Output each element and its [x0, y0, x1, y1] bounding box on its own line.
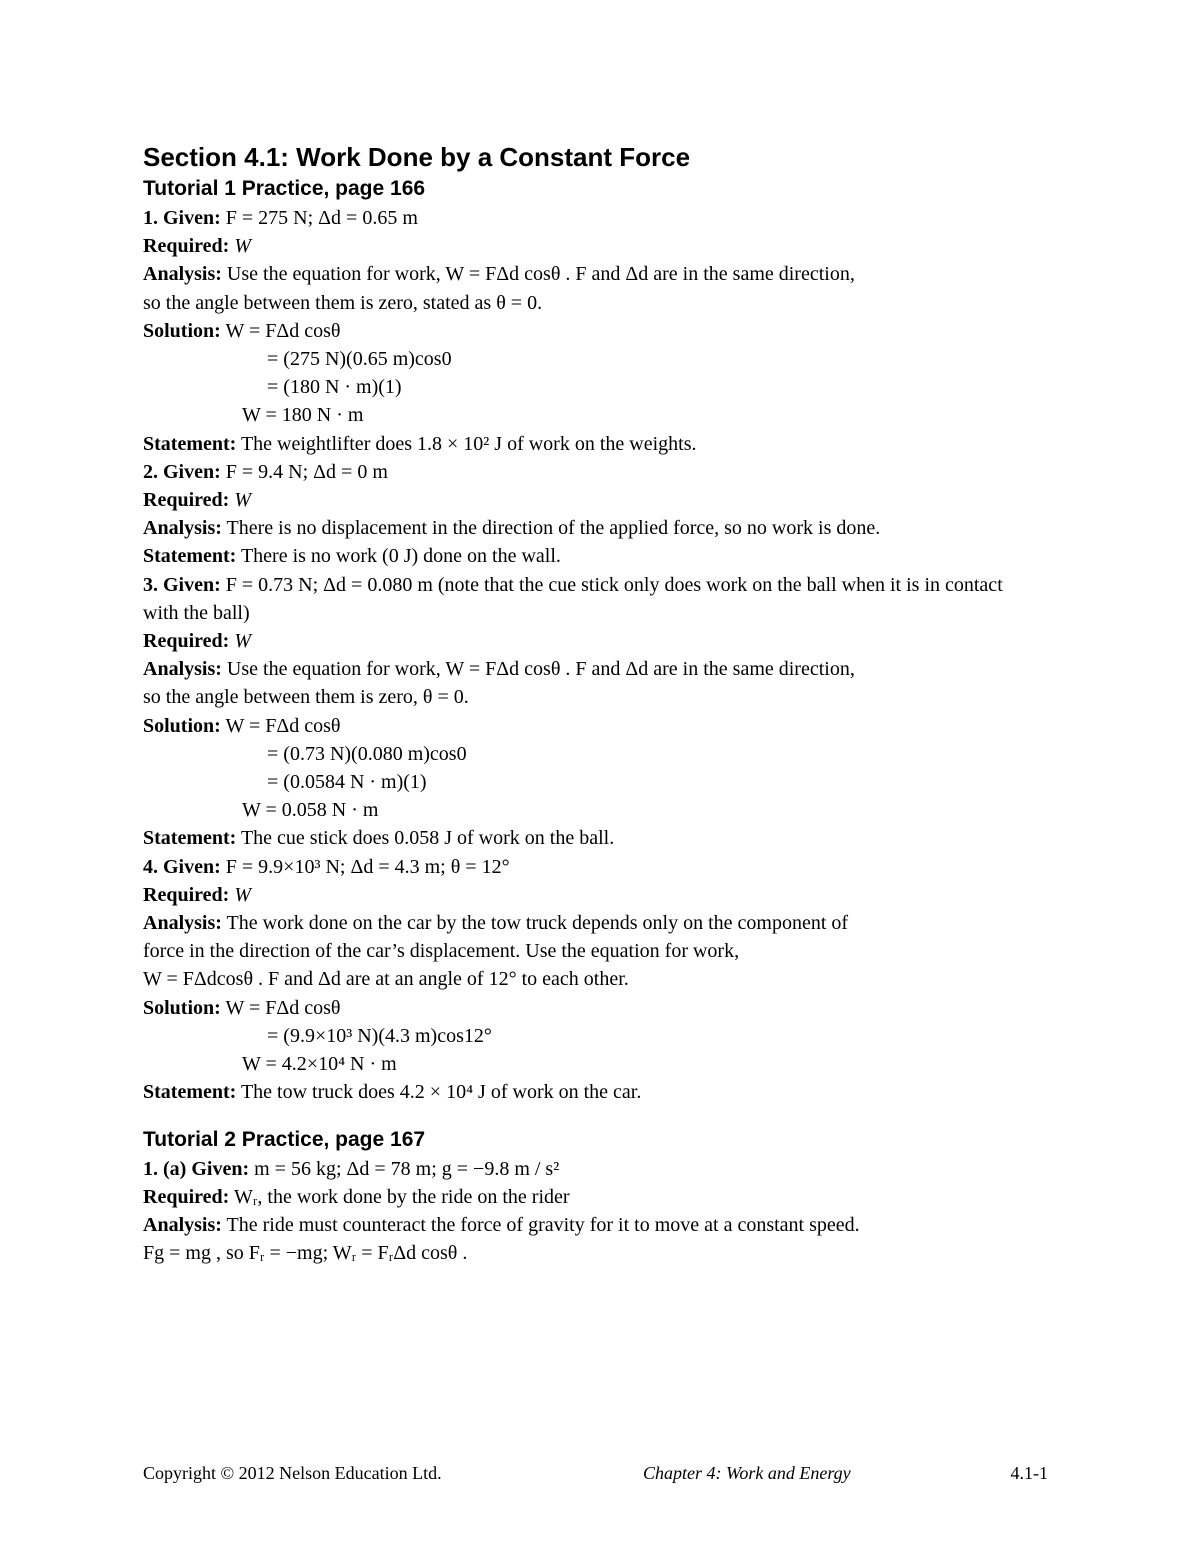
statement-text: The weightlifter does 1.8 × 10² J of work on the weights. [240, 432, 697, 455]
equation-result: W = 180 N · m [242, 404, 364, 427]
problem-1-required [143, 232, 1043, 260]
equation-result: W = 0.058 N · m [242, 799, 379, 822]
required-label: Required: [143, 489, 230, 512]
problem-3-analysis-cont: so the angle between them is zero, θ = 0. [143, 686, 469, 709]
problem-2-1a-analysis [143, 1211, 1043, 1239]
problem-2-statement [143, 542, 1043, 570]
problem-3-statement [143, 824, 1043, 852]
required-text: W [234, 235, 251, 258]
analysis-label: Analysis: [143, 912, 222, 935]
problem-4-analysis [143, 909, 1043, 937]
statement-text: The tow truck does 4.2 × 10⁴ J of work on the car. [240, 1081, 642, 1104]
section-title: Section 4.1: Work Done by a Constant Force [143, 142, 691, 172]
problem-2-analysis [143, 514, 1043, 542]
page-number: 4.1-1 [1010, 1463, 1048, 1483]
analysis-text: The work done on the car by the tow truck depends only on the component of [226, 912, 849, 935]
statement-text: The cue stick does 0.058 J of work on the ball. [240, 827, 615, 850]
required-text: Wᵣ, the work done by the ride on the rider [233, 1185, 570, 1208]
problem-2-given [143, 458, 1043, 486]
problem-1-analysis-cont: so the angle between them is zero, stated as θ = 0. [143, 291, 543, 314]
equation-step: = (275 N)(0.65 m)cos0 [267, 348, 452, 371]
problem-number: 2. [143, 460, 158, 483]
copyright-text: Copyright © 2012 Nelson Education Ltd. [143, 1463, 442, 1483]
given-text: F = 9.9×10³ N; Δd = 4.3 m; θ = 12° [225, 855, 510, 878]
problem-number: 1. (a) [143, 1157, 187, 1180]
statement-label: Statement: [143, 432, 237, 455]
tutorial-1-heading: Tutorial 1 Practice, page 166 [143, 177, 426, 200]
solution-label: Solution: [143, 319, 221, 342]
problem-2-required [143, 486, 1043, 514]
problem-number: 3. [143, 573, 158, 596]
problem-1-given [143, 204, 1043, 232]
given-label: Given: [163, 207, 221, 229]
given-label: Given: [163, 460, 221, 483]
equation-step: = (9.9×10³ N)(4.3 m)cos12° [267, 1024, 492, 1047]
tutorial-2-heading: Tutorial 2 Practice, page 167 [143, 1127, 426, 1151]
problem-2-1a-required [143, 1183, 1043, 1211]
statement-label: Statement: [143, 545, 237, 568]
problem-4-given [143, 853, 1043, 881]
analysis-text: Use the equation for work, W = FΔd cosθ . F and Δd are in the same direction, [226, 658, 855, 681]
analysis-label: Analysis: [143, 1213, 222, 1236]
problem-1-statement [143, 430, 1043, 458]
page-body [143, 140, 1043, 1267]
equation: W = FΔd cosθ [225, 319, 341, 342]
solution-label: Solution: [143, 996, 221, 1019]
analysis-label: Analysis: [143, 263, 222, 286]
given-text: F = 275 N; Δd = 0.65 m [225, 207, 418, 229]
analysis-text: Use the equation for work, W = FΔd cosθ . F and Δd are in the same direction, [226, 263, 855, 286]
required-label: Required: [143, 630, 230, 653]
problem-3-analysis [143, 655, 1043, 683]
given-label: Given: [191, 1157, 250, 1180]
statement-label: Statement: [143, 827, 237, 850]
given-text: F = 9.4 N; Δd = 0 m [225, 460, 388, 483]
problem-4-solution [143, 994, 1043, 1022]
analysis-label: Analysis: [143, 658, 222, 681]
equation-step: = (180 N · m)(1) [267, 376, 402, 399]
required-text: W [234, 883, 251, 906]
equation-result: W = 4.2×10⁴ N · m [242, 1053, 397, 1076]
problem-4-required [143, 881, 1043, 909]
given-label: Given: [163, 573, 221, 596]
chapter-title: Chapter 4: Work and Energy [643, 1463, 851, 1483]
analysis-text: There is no displacement in the direction of the applied force, so no work is done. [226, 517, 881, 540]
problem-2-1a-analysis-cont: Fg = mg , so Fᵣ = −mg; Wᵣ = FᵣΔd cosθ . [143, 1242, 468, 1265]
problem-3-required [143, 627, 1043, 655]
given-label: Given: [163, 855, 221, 878]
required-text: W [234, 489, 251, 512]
problem-4-statement [143, 1078, 1043, 1106]
problem-1-solution [143, 317, 1043, 345]
statement-label: Statement: [143, 1081, 237, 1104]
problem-4-analysis-cont: W = FΔdcosθ . F and Δd are at an angle of 12° to each other. [143, 968, 629, 991]
section-gap [143, 1107, 1043, 1125]
equation-step: = (0.73 N)(0.080 m)cos0 [267, 742, 467, 765]
required-text: W [234, 630, 251, 653]
problem-1-analysis [143, 260, 1043, 288]
problem-3-solution [143, 712, 1043, 740]
problem-3-given [143, 571, 1043, 627]
solution-label: Solution: [143, 714, 221, 737]
problem-2-1a-given [143, 1155, 1043, 1183]
problem-number: 1. [143, 207, 158, 229]
given-text: m = 56 kg; Δd = 78 m; g = −9.8 m / s² [254, 1157, 560, 1180]
required-label: Required: [143, 1185, 230, 1208]
problem-number: 4. [143, 855, 158, 878]
statement-text: There is no work (0 J) done on the wall. [240, 545, 561, 568]
equation-step: = (0.0584 N · m)(1) [267, 771, 427, 794]
analysis-label: Analysis: [143, 517, 222, 540]
analysis-text: The ride must counteract the force of gravity for it to move at a constant speed. [226, 1213, 860, 1236]
problem-4-analysis-cont: force in the direction of the car’s displacement. Use the equation for work, [143, 940, 740, 963]
given-text: F = 0.73 N; Δd = 0.080 m (note that the cue stick only does work on the ball when it is in contact with the ball) [143, 573, 1003, 624]
required-label: Required: [143, 883, 230, 906]
equation: W = FΔd cosθ [225, 714, 341, 737]
equation: W = FΔd cosθ [225, 996, 341, 1019]
required-label: Required: [143, 235, 230, 258]
